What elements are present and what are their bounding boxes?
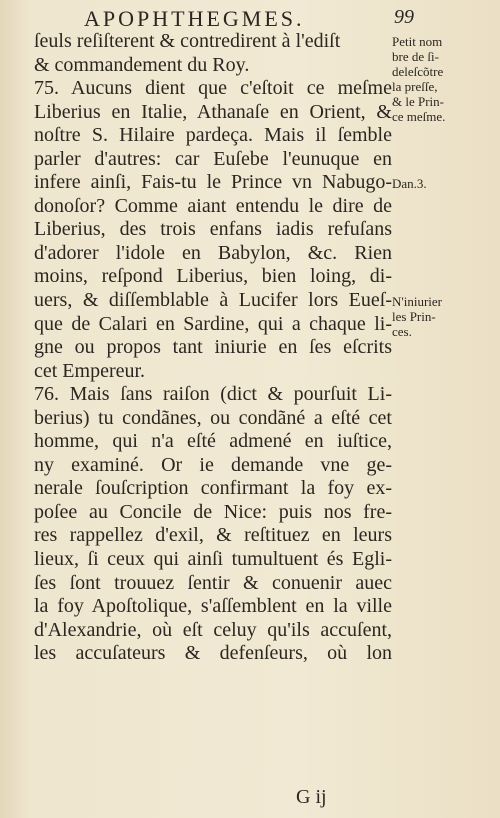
text-line: d'Alexandrie, où eſt celuy qu'ils accuſent, <box>34 618 392 641</box>
margin-note-line: les Prin- <box>392 309 436 324</box>
margin-note-daniel <box>392 176 498 191</box>
body-text <box>34 30 392 666</box>
text-line: cet Empereur. <box>34 359 146 382</box>
margin-note-line: ces. <box>392 324 412 339</box>
margin-note-iniurier <box>392 294 498 339</box>
text-line: parler d'autres: car Euſebe l'eunuque en <box>34 147 392 170</box>
margin-note-line: N'iniurier <box>392 294 442 309</box>
text-line: moins, reſpond Liberius, bien loing, di- <box>34 265 392 288</box>
text-line: infere ainſi, Fais-tu le Prince vn Nabugo- <box>34 171 392 194</box>
margin-note-line: bre de ſi- <box>392 49 439 64</box>
text-line: uers, & diſſemblable à Lucifer lors Eueſ- <box>34 289 392 312</box>
text-line: Liberius en Italie, Athanaſe en Orient, & <box>34 100 392 123</box>
text-line: 75. Aucuns dient que c'eſtoit ce meſme <box>34 77 392 100</box>
text-line: Liberius, des trois enfans iadis refuſans <box>34 218 392 241</box>
text-line: nerale ſouſcription confirmant la foy ex- <box>34 477 392 500</box>
text-line: donoſor? Comme aiant entendu le dire de <box>34 194 392 217</box>
text-line: & commandement du Roy. <box>34 53 250 76</box>
text-line: 76. Mais ſans raiſon (dict & pourſuit Li- <box>34 383 392 406</box>
text-line: ſeuls reſiſterent & contredirent à l'ediſt <box>34 30 341 52</box>
margin-note-line: la preſſe, <box>392 79 438 94</box>
text-line: d'adorer l'idole en Babylon, &c. Rien <box>34 241 392 264</box>
text-line: homme, qui n'a eſté admené en iuſtice, <box>34 430 392 453</box>
text-line: berius) tu condãnes, ou condãné a eſté cet <box>34 406 392 429</box>
margin-note-line: Petit nom <box>392 34 443 49</box>
page-number: 99 <box>394 6 414 28</box>
page-header <box>84 6 414 32</box>
text-line: poſee au Concile de Nice: puis nos fre- <box>34 500 392 523</box>
text-line: les accuſateurs & defenſeurs, où lon <box>34 642 392 665</box>
margin-note-line: & le Prin- <box>392 94 444 109</box>
text-line: lieux, ſi ceux qui ainſi tumultuent és Egli- <box>34 548 392 571</box>
margin-note-petit-nombre <box>392 34 498 124</box>
text-line: gne ou propos tant iniurie en ſes eſcrits <box>34 336 392 359</box>
running-title: APOPHTHEGMES. <box>84 6 305 31</box>
signature-mark: G ij <box>296 786 327 808</box>
text-line: ſes ſont trouuez ſentir & conuenir auec <box>34 571 392 594</box>
text-line: res rappellez d'exil, & reſtituez en leurs <box>34 524 392 547</box>
text-line: que de Calari en Sardine, qui a chaque li- <box>34 312 392 335</box>
margin-note-line: Dan.3. <box>392 176 427 191</box>
margin-note-line: deleſcõtre <box>392 64 444 79</box>
margin-note-line: ce meſme. <box>392 109 446 124</box>
text-line: la foy Apoſtolique, s'aſſemblent en la ville <box>34 595 392 618</box>
text-line: ny examiné. Or ie demande vne ge- <box>34 453 392 476</box>
text-line: noſtre S. Hilaire pardeça. Mais il ſemble <box>34 124 392 147</box>
